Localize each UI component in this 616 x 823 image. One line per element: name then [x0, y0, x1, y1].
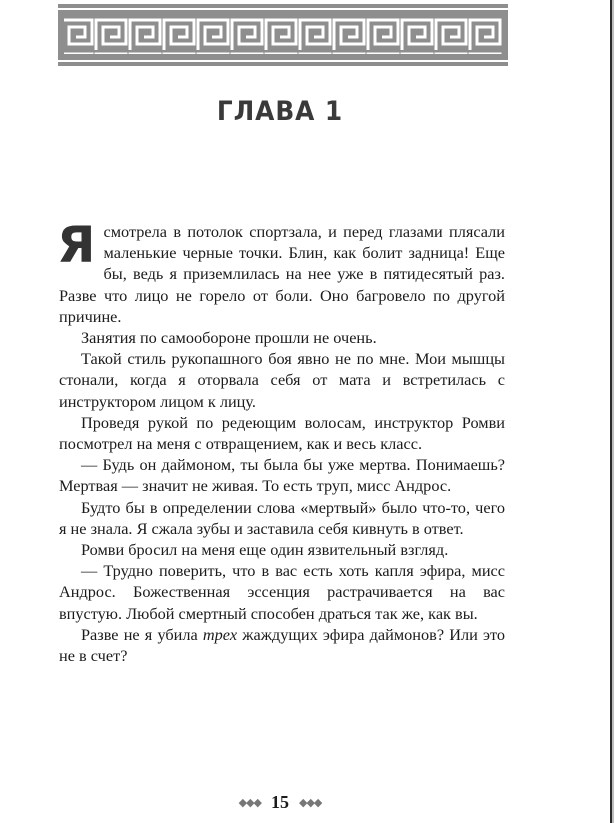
greek-key-banner [58, 4, 508, 66]
paragraph: — Будь он даймоном, ты была бы уже мертва. Понимаешь? Мертвая — значит не живая. То есть труп, мисс Андрос. [59, 455, 505, 496]
paragraph: — Трудно поверить, что в вас есть хоть капля эфира, мисс Андрос. Божественная эссенция растрачивается на вас впустую. Любой смертный способен драться так же, как вы. [59, 561, 505, 623]
emphasis-text: трех [202, 624, 238, 644]
paragraph [59, 624, 505, 666]
paragraph-text: смотрела в потолок спортзала, и перед глазами плясали маленькие черные точки. Блин, как болит задница! Еще бы, ведь я приземлилась на нее уже в пятидесятый раз. Разве что лицо не горело от боли. Оно багровело по другой причине. [59, 222, 505, 326]
paragraph [57, 216, 505, 327]
diamond-ornament-icon: ◆◆◆ [299, 796, 322, 809]
page-footer [0, 792, 560, 813]
paragraph: Проведя рукой по редеющим волосам, инструктор Ромви посмотрел на меня с отвращением, как и весь класс. [59, 412, 505, 454]
diamond-ornament-icon: ◆◆◆ [238, 796, 261, 809]
paragraph: Будто бы в определении слова «мертвый» было что-то, чего я не знала. Я сжала зубы и заставила себя кивнуть в ответ. [59, 497, 505, 538]
drop-cap: Я [57, 216, 96, 274]
paragraph: Такой стиль рукопашного боя явно не по мне. Мои мышцы стонали, когда я оторвала себя от мата и встретилась с инструктором лицом к лицу. [59, 349, 505, 411]
body-text [57, 216, 505, 666]
paragraph: Ромви бросил на меня еще один язвительный взгляд. [81, 540, 449, 560]
paragraph: Занятия по самообороне прошли не очень. [81, 328, 377, 348]
paragraph-text: Разве не я убила [81, 624, 203, 644]
greek-key-ornament [58, 4, 508, 66]
chapter-title: ГЛАВА 1 [216, 96, 344, 127]
page-number: 15 [271, 792, 289, 812]
paragraph-text: жаждущих эфира даймонов? Или это не в счет? [59, 624, 505, 666]
